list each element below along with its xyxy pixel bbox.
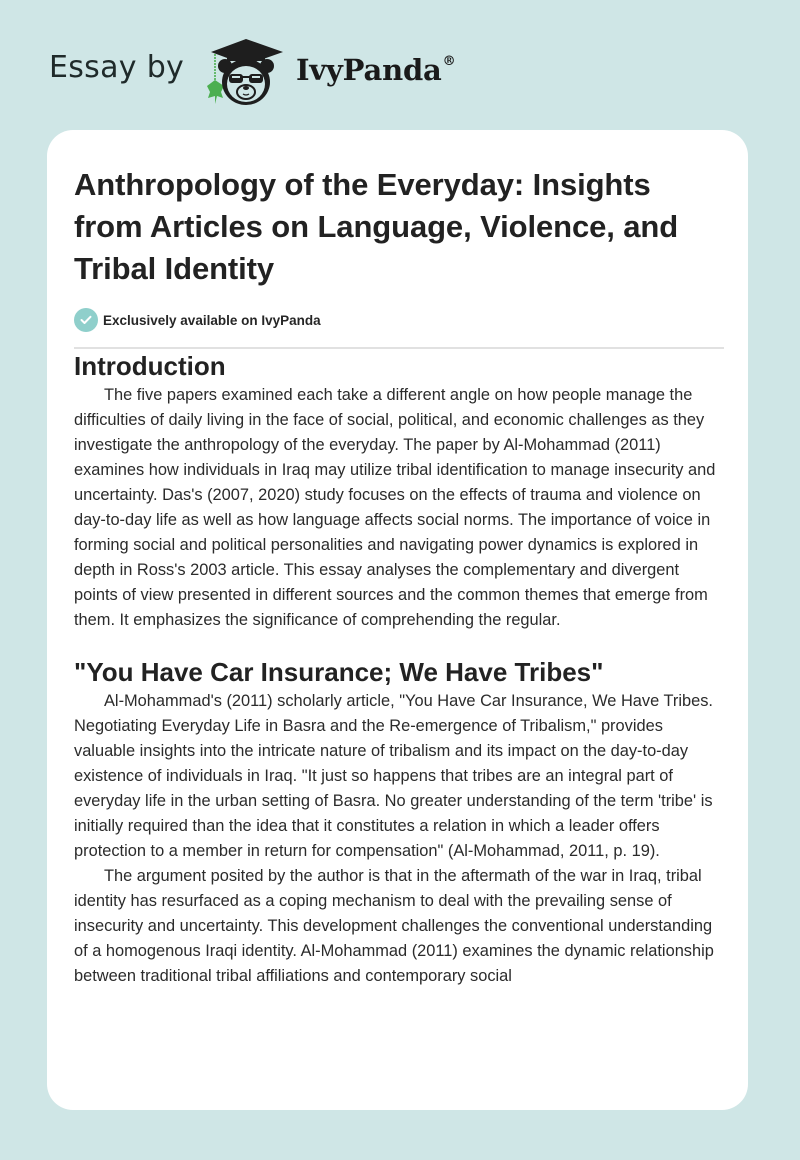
site-header	[0, 0, 800, 130]
check-circle-icon	[74, 308, 98, 332]
registered-mark: ®	[442, 54, 456, 70]
paragraph: Al-Mohammad's (2011) scholarly article, "You Have Car Insurance, We Have Tribes. Negotiating Everyday Life in Basra and the Re-emergence of Tribalism," provides valuable insights into the intricate nature of tribalism and its impact on the day-to-day existence of individuals in Iraq. "It just so happens that tribes are an integral part of everyday life in the urban setting of Basra. No greater understanding of the term 'tribe' is initially required than the idea that it constitutes a relation in which a leader offers protection to a member in return for compensation" (Al-Mohammad, 2011, p. 19).	[74, 692, 713, 860]
essay-title: Anthropology of the Everyday: Insights from Articles on Language, Violence, and Tribal Identity	[74, 167, 679, 286]
exclusive-badge-text: Exclusively available on IvyPanda	[103, 312, 321, 328]
brand-logo-text[interactable]	[296, 53, 455, 87]
section-heading-car-insurance: "You Have Car Insurance; We Have Tribes"	[74, 657, 604, 687]
paragraph: The argument posited by the author is that in the aftermath of the war in Iraq, tribal identity has resurfaced as a coping mechanism to deal with the prevailing sense of insecurity and uncertainty. This development challenges the conventional understanding of a homogenous Iraqi identity. Al-Mohammad (2011) examines the dynamic relationship between traditional tribal affiliations and contemporary social	[74, 867, 714, 985]
paragraph: The five papers examined each take a different angle on how people manage the difficulties of daily living in the face of social, political, and economic challenges as they investigate the anthropology of the everyday. The paper by Al-Mohammad (2011) examines how individuals in Iraq may utilize tribal identification to manage insecurity and uncertainty. Das's (2007, 2020) study focuses on the effects of trauma and violence on day-to-day life as well as how language affects social norms. The importance of voice in forming social and political personalities and navigating power dynamics is explored in depth in Ross's 2003 article. This essay analyses the complementary and divergent points of view presented in different sources and the common themes that emerge from them. It emphasizes the significance of comprehending the regular.	[74, 386, 716, 629]
essay-card	[47, 130, 748, 1110]
essay-by-label: Essay by	[49, 50, 185, 85]
essay-content	[74, 130, 726, 989]
exclusive-badge	[74, 307, 726, 333]
panda-graduation-cap-icon[interactable]	[203, 36, 289, 108]
section-heading-introduction: Introduction	[74, 351, 226, 381]
brand-name: IvyPanda	[296, 53, 442, 87]
